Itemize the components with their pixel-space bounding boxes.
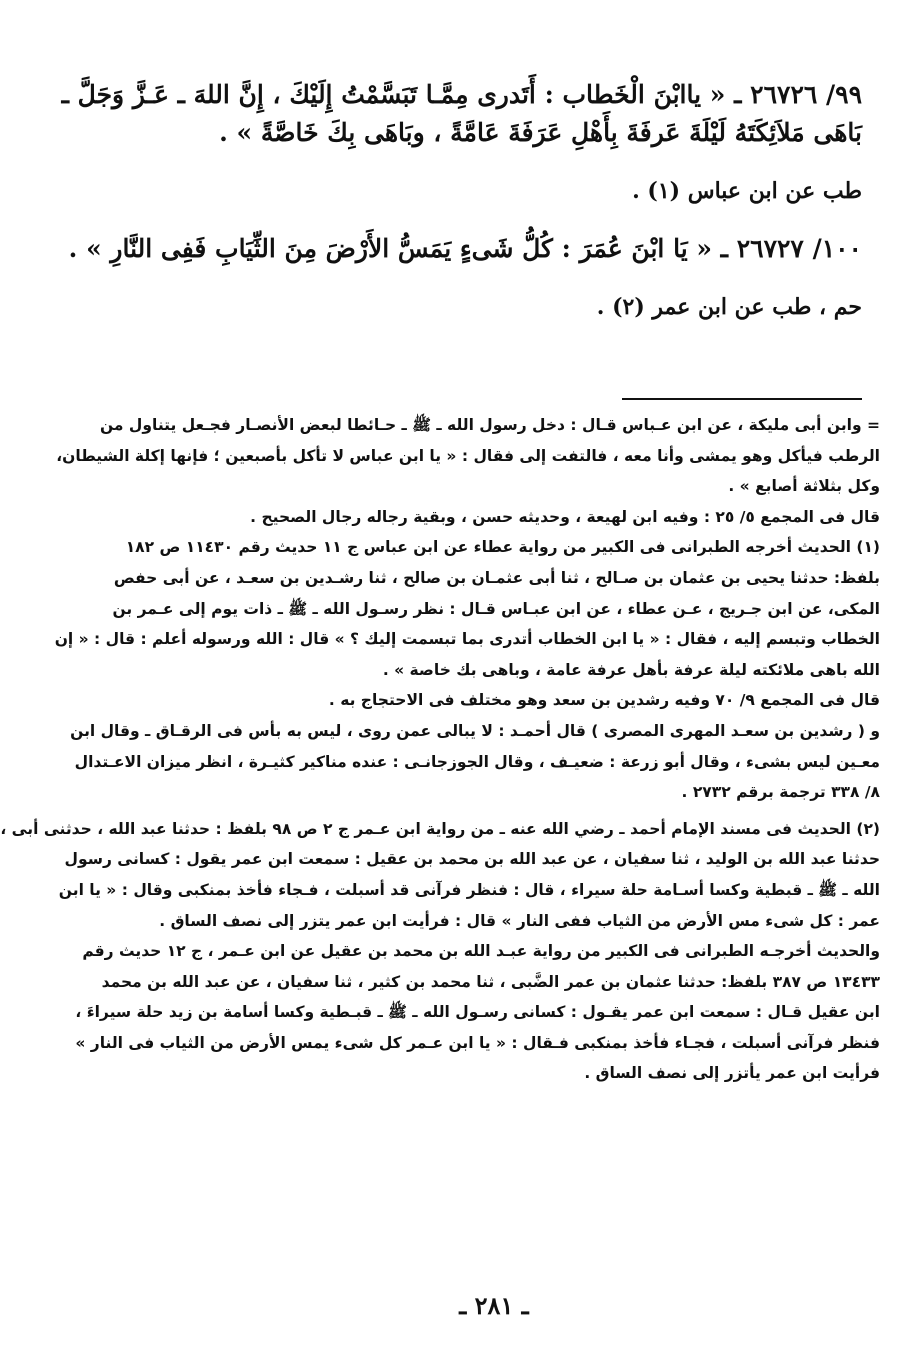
footnote-2-line: ابن عقيل قـال : سمعت ابن عمر يقـول : كسانى رسـول الله ـ ﷺ ـ قبـطية وكسا أسامة بن زيد حلة سيراءَ ، xyxy=(75,1003,880,1022)
footnote-divider xyxy=(622,398,862,400)
hadith-99-source: طب عن ابن عباس (١) . xyxy=(632,178,862,204)
footnote-2-line: فنظر فرآنى أسبلت ، فجـاء فأخذ بمنكبى فـقال : « يا ابن عـمر كل شىء يمس الأرض من الثياب فى النار » xyxy=(75,1033,880,1052)
hadith-100-line-1: ١٠٠/ ٢٦٧٢٧ ـ « يَا ابْنَ عُمَرَ : كُلُّ شَىءٍ يَمَسُّ الأَرْضَ مِنَ الثِّيَابِ فَفِى النَّارِ » . xyxy=(68,234,862,263)
hadith-text-block xyxy=(61,78,862,348)
footnote-1-line: الله باهى ملائكته ليلة عرفة بأهل عرفة عامة ، وباهى بك خاصة » . xyxy=(382,660,880,679)
hadith-99-line-2: بَاهَى مَلاَئِكَتَهُ لَيْلَةَ عَرفَةَ بِأَهْلِ عَرَفَةَ عَامَّةً ، وبَاهَى بِكَ خَاصَّةً » . xyxy=(219,118,862,147)
footnote-2-line: ١٣٤٣٣ ص ٣٨٧ بلفظ: حدثنا عثمان بن عمر الضَّبى ، ثنا محمد بن كثير ، ثنا سفيان ، عن عبد الله بن محمد xyxy=(101,972,880,991)
hadith-99-line-1: ٩٩/ ٢٦٧٢٦ ـ « ياابْنَ الْخَطاب : أَتَدرى مِمَّـا تَبَسَّمْتُ إِلَيْكَ ، إِنَّ اللهَ ـ عَـزَّ وَجَلَّ ـ xyxy=(61,80,862,109)
footnote-1-line: الخطاب وتبسم إليه ، فقال : « يا ابن الخطاب أتدرى بما تبسمت إليك ؟ » قال : الله ورسوله أعلم : قال : « إن xyxy=(54,630,880,649)
footnote-1-line: معـين ليس بشىء ، وقال أبو زرعة : ضعيـف ، وقال الجوزجانـى : عنده مناكير كثيـرة ، انظر ميزان الاعـتدال xyxy=(74,752,880,771)
footnote-2-line: فرأيت ابن عمر يأتزر إلى نصف الساق . xyxy=(584,1064,880,1083)
page-number: ـ ٢٨١ ـ xyxy=(459,1291,529,1320)
footnote-line: الرطب فيأكل وهو يمشى وأنا معه ، فالتفت إلى فقال : « يا ابن عباس لا تأكل بأصبعين ؛ فإنها إكلة الشيطان، xyxy=(56,446,880,465)
footnote-1-line: المكى، عن ابن جـريج ، عـن عطاء ، عن ابن عبـاس قـال : نظر رسـول الله ـ ﷺ ـ ذات يوم إلى عـمر بن xyxy=(112,599,880,618)
footnote-1-line: ٨/ ٣٣٨ ترجمة برقم ٢٧٣٢ . xyxy=(681,783,880,802)
footnote-1-line: قال فى المجمع ٩/ ٧٠ وفيه رشدين بن سعد وهو مختلف فى الاحتجاج به . xyxy=(328,691,880,710)
footnote-line: وكل بثلاثة أصابع » . xyxy=(728,477,880,496)
footnote-line: = وابن أبى مليكة ، عن ابن عـباس قـال : دخل رسول الله ـ ﷺ ـ حـائطا لبعض الأنصـار فجـعل يتناول من xyxy=(99,416,880,434)
footnote-2-line: عمر : كل شىء مس الأرض من الثياب ففى النار » قال : فرأيت ابن عمر يتزر إلى نصف الساق . xyxy=(159,911,880,930)
footnote-2-line: الله ـ ﷺ ـ قبطية وكسا أسـامة حلة سيراء ، قال : فنظر فرآنى قد أسبلت ، فـجاء فأخذ بمنكبى وقال : « يا ابن xyxy=(58,880,880,899)
footnote-line: قال فى المجمع ٥/ ٢٥ : وفيه ابن لهيعة ، وحديثه حسن ، وبقية رجاله رجال الصحيح . xyxy=(250,507,880,526)
footnote-2-line: والحديث أخرجـه الطبرانى فى الكبير من رواية عبـد الله بن محمد بن عقيل عن ابن عـمر ، ج ١٢ حديث رقم xyxy=(82,942,880,961)
footnote-2-line: (٢) الحديث فى مسند الإمام أحمد ـ رضي الله عنه ـ من رواية ابن عـمر ج ٢ ص ٩٨ بلفظ : حدثنا عبد الله ، حدثنى أبى ، xyxy=(0,819,880,838)
footnote-1-line: (١) الحديث أخرجه الطبرانى فى الكبير من رواية عطاء عن ابن عباس ج ١١ حديث رقم ١١٤٣٠ ص ١٨٢ xyxy=(125,538,880,557)
footnote-2-line: حدثنا عبد الله بن الوليد ، ثنا سفيان ، عن عبد الله بن محمد بن عقيل : سمعت ابن عمر يقول : كسانى رسول xyxy=(64,850,880,869)
footnote-1-line: بلفظ: حدثنا يحيى بن عثمان بن صـالح ، ثنا أبى عثمـان بن صالح ، ثنا رشـدين بن سعـد ، عن أبى حفص xyxy=(113,568,880,587)
footnotes-block xyxy=(0,410,880,1089)
footnote-1-line: و ( رشدين بن سعـد المهرى المصرى ) قال أحمـد : لا يبالى عمن روى ، ليس به بأس فى الرقـاق ـ وقال ابن xyxy=(70,721,880,740)
hadith-100-source: حم ، طب عن ابن عمر (٢) . xyxy=(596,294,862,320)
